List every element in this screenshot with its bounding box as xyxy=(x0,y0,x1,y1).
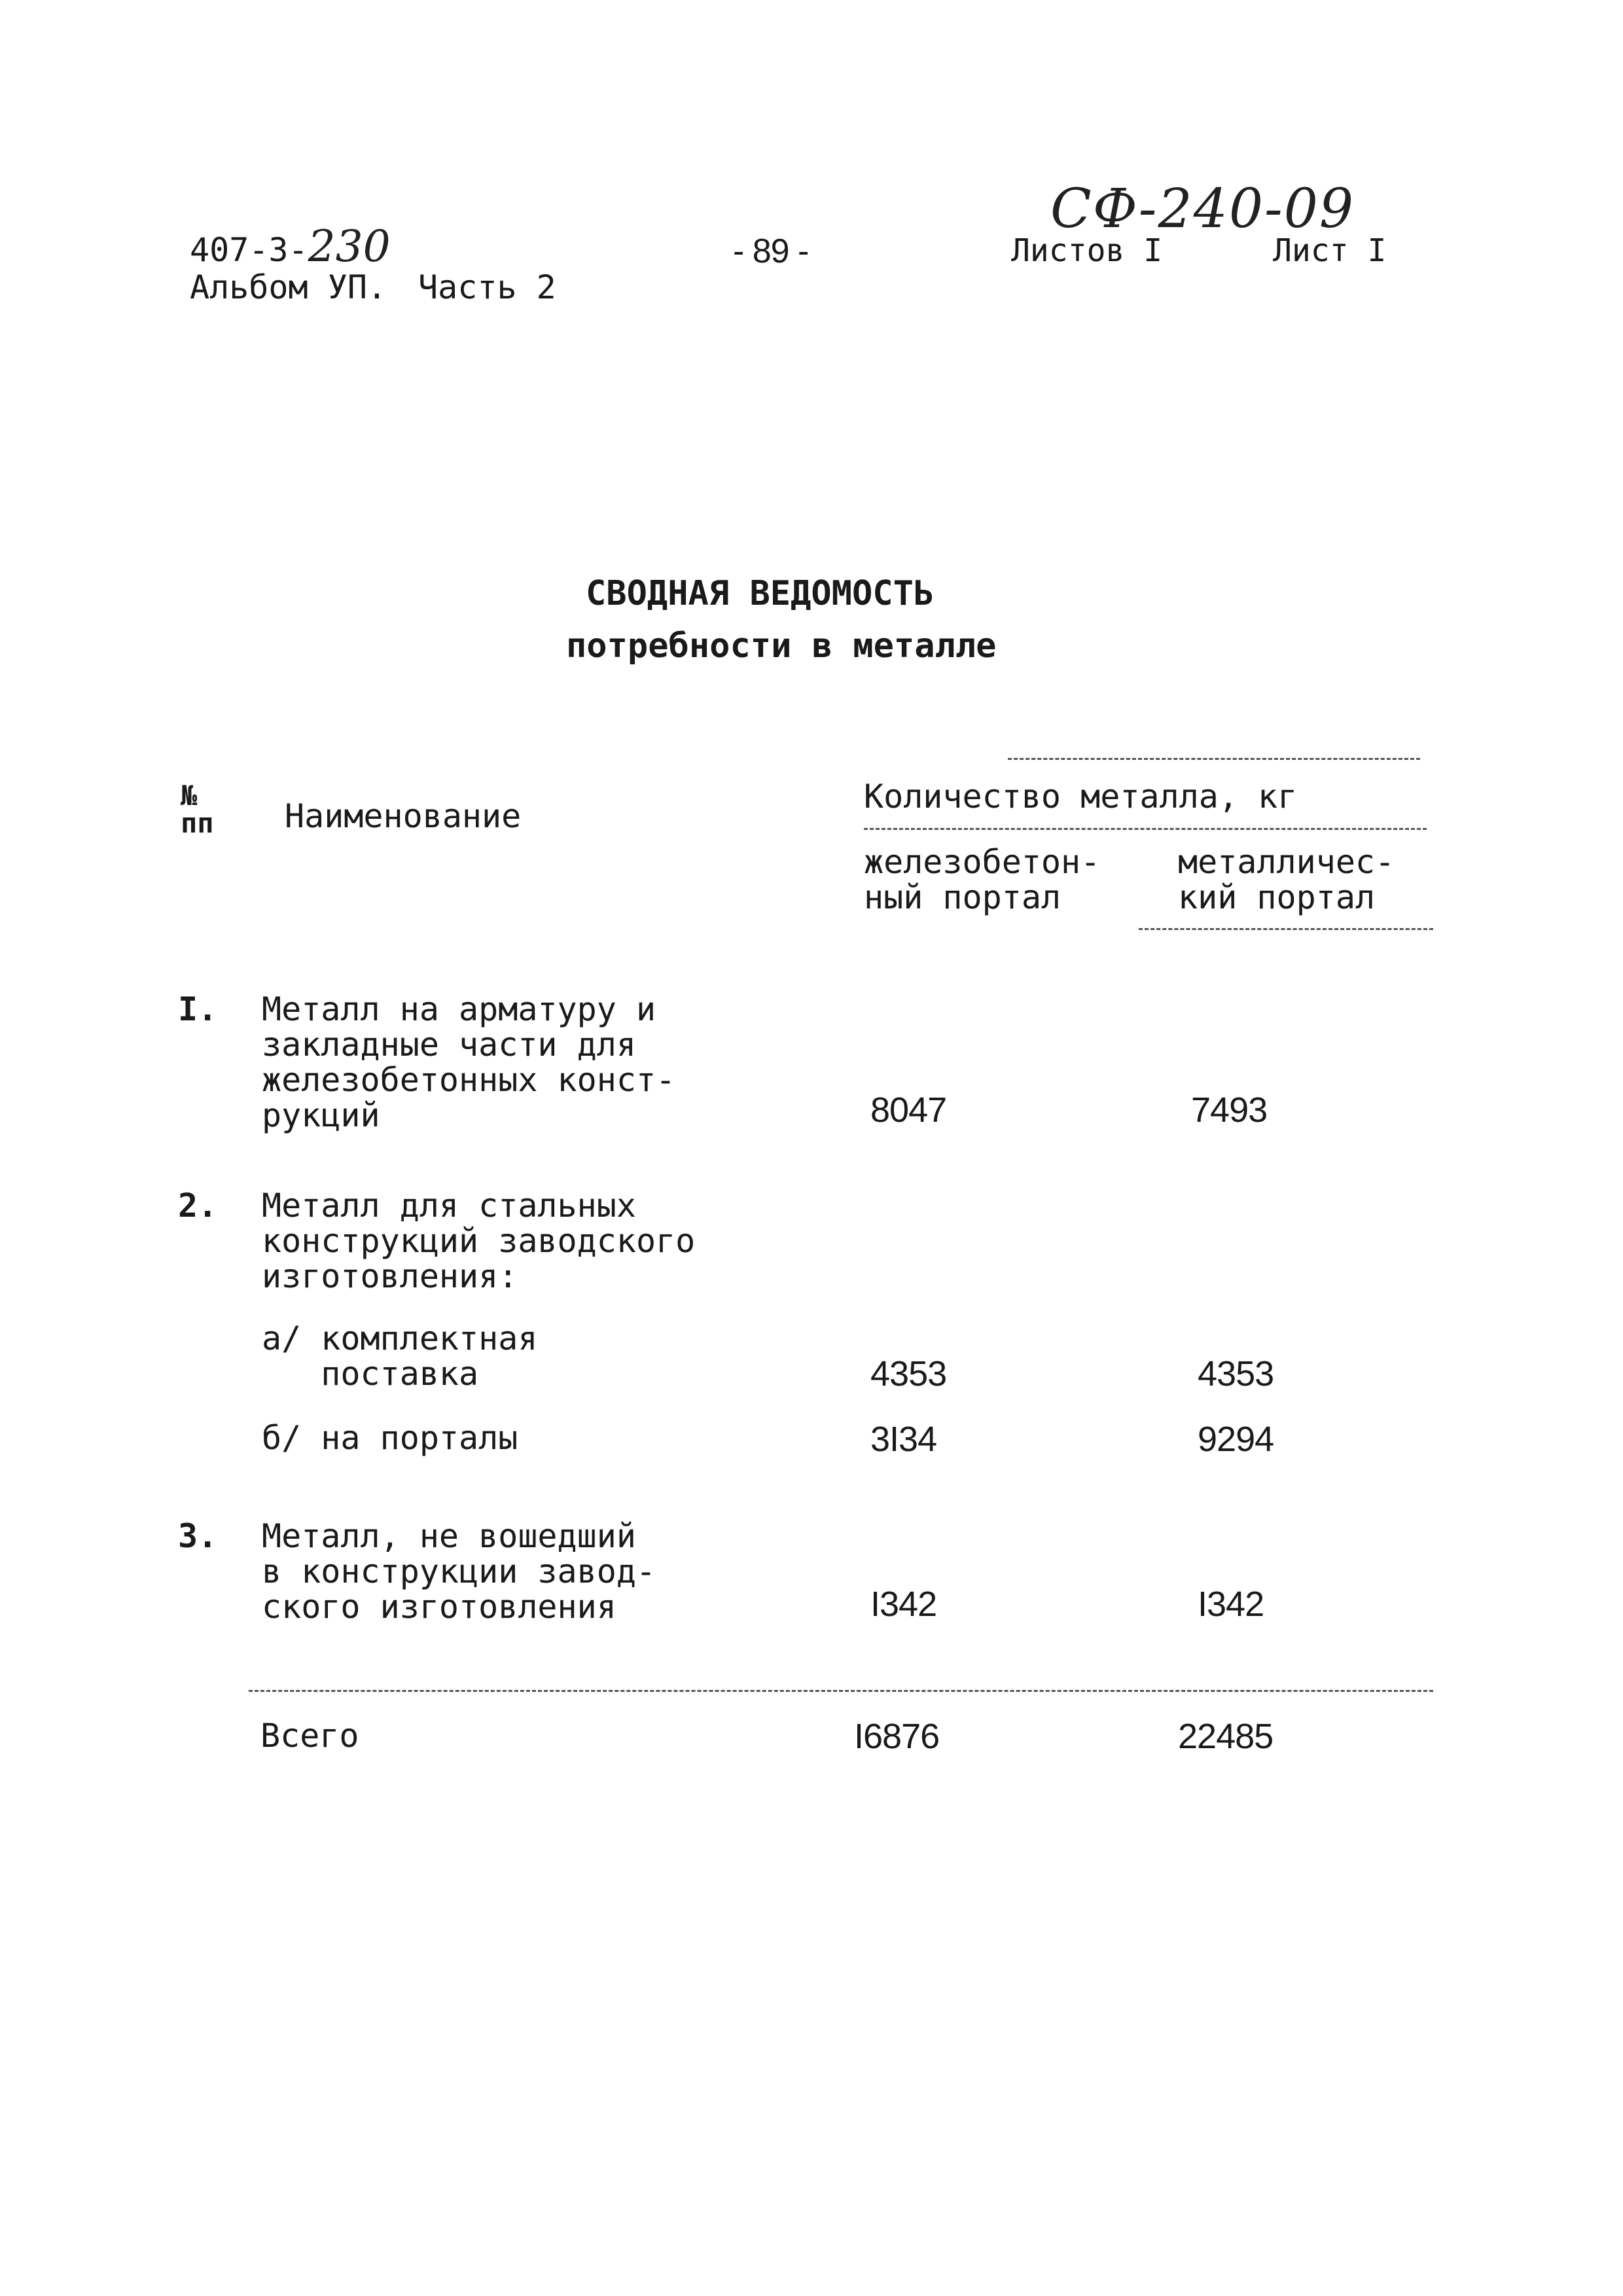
row-1-value-rc: 8047 xyxy=(870,1090,947,1130)
album-label: Альбом УП. xyxy=(190,268,387,306)
column-header-quantity: Количество металла, кг xyxy=(864,778,1298,816)
document-code-number: 230 xyxy=(308,221,391,272)
row-2a-name: а/ комплектная поставка xyxy=(262,1319,538,1393)
row-1-number: I. xyxy=(178,990,218,1028)
subcolumn-header-steel: металличес- кий портал xyxy=(1178,843,1395,916)
subcolumn-header-rc: железобетон- ный портал xyxy=(864,843,1101,916)
row-2b-name: б/ на порталы xyxy=(262,1419,518,1457)
column-header-name: Наименование xyxy=(285,797,522,835)
column-header-number: № пп xyxy=(181,780,214,839)
row-1-name: Металл на арматуру и закладные части для железобетонных конст- рукций xyxy=(262,990,676,1134)
row-3-value-steel: I342 xyxy=(1198,1585,1264,1624)
row-2a-value-rc: 4353 xyxy=(870,1354,947,1393)
total-value-rc: I6876 xyxy=(854,1717,940,1756)
document-subtitle: потребности в металле xyxy=(566,626,997,666)
row-2a-value-steel: 4353 xyxy=(1198,1354,1274,1393)
total-label: Всего xyxy=(260,1717,359,1755)
document-code-prefix: 407-3- xyxy=(190,231,308,269)
sheet-number: Лист I xyxy=(1273,232,1387,269)
part-label: Часть 2 xyxy=(418,268,556,306)
row-3-number: 3. xyxy=(178,1517,218,1555)
table-top-rule xyxy=(1008,758,1420,760)
row-3-name: Металл, не вошедший в конструкции завод- ского изготовления xyxy=(262,1517,656,1626)
sheets-count: Листов I xyxy=(1011,232,1163,269)
table-header-bottom-rule xyxy=(1139,928,1433,930)
row-2b-value-rc: 3I34 xyxy=(870,1420,937,1459)
total-value-steel: 22485 xyxy=(1178,1717,1274,1756)
archive-stamp: СФ-240-09 xyxy=(1050,178,1355,240)
row-3-value-rc: I342 xyxy=(870,1585,937,1624)
row-1-value-steel: 7493 xyxy=(1191,1090,1268,1130)
document-code xyxy=(190,221,391,272)
album-line xyxy=(190,270,556,305)
total-rule xyxy=(249,1690,1433,1692)
row-2-name: Металл для стальных конструкций заводского изготовления: xyxy=(262,1187,696,1295)
row-2b-value-steel: 9294 xyxy=(1198,1420,1274,1459)
document-title: СВОДНАЯ ВЕДОМОСТЬ xyxy=(586,574,935,613)
table-header-mid-rule xyxy=(864,828,1427,830)
page-number: - 89 - xyxy=(733,232,809,270)
row-2-number: 2. xyxy=(178,1187,218,1225)
